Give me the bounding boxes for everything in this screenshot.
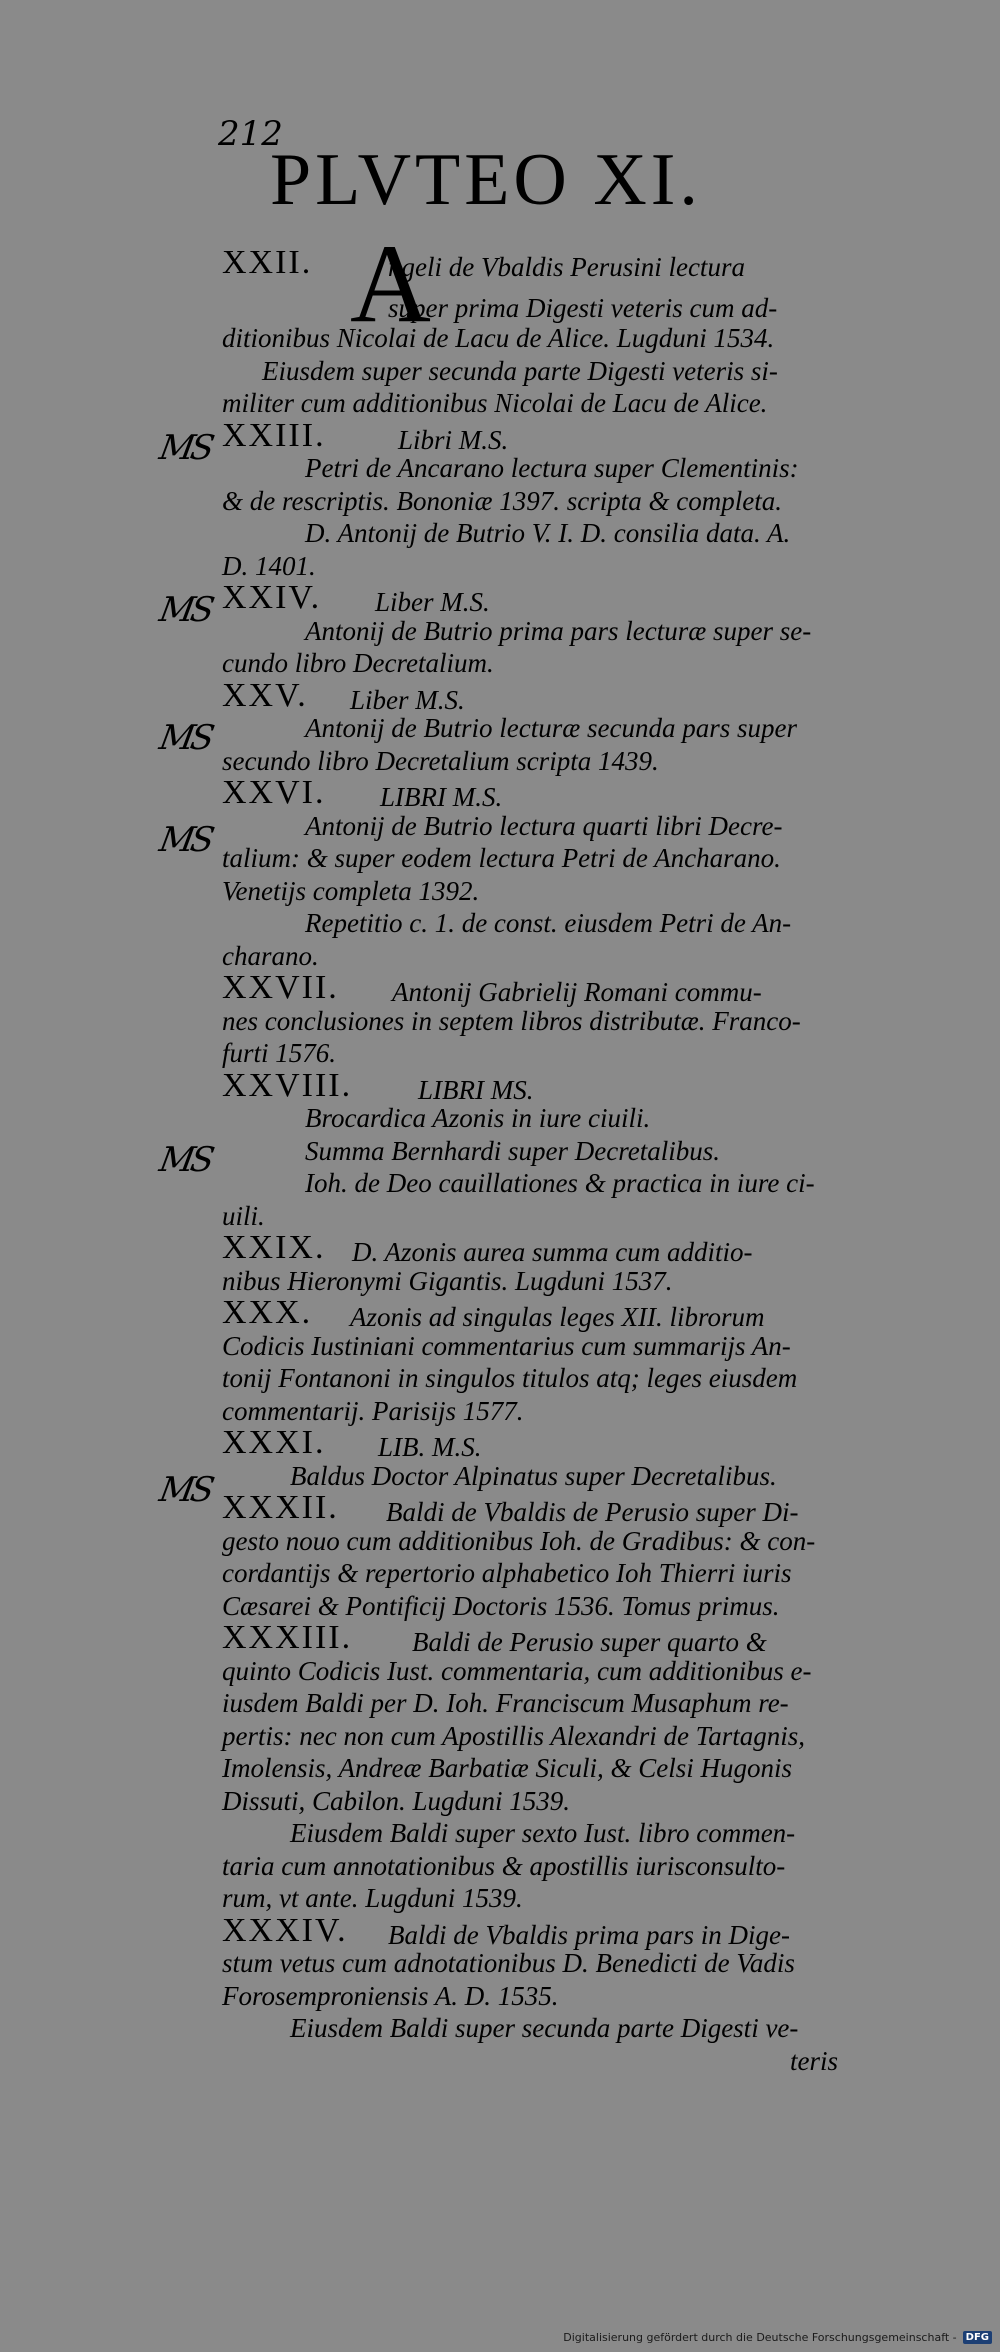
entry-text: iusdem Baldi per D. Ioh. Franciscum Musaphum re- <box>222 1688 789 1718</box>
entry-text: Summa Bernhardi super Decretalibus. <box>305 1136 720 1166</box>
entry-text: Antonij de Butrio lecturæ secunda pars super <box>305 713 797 743</box>
dfg-logo-icon: DFG <box>963 2331 992 2344</box>
entry-text: ditionibus Nicolai de Lacu de Alice. Lugduni 1534. <box>222 323 775 353</box>
drop-cap: A <box>350 222 431 346</box>
entry-text: LIBRI MS. <box>418 1075 534 1105</box>
entry-text: Baldi de Vbaldis prima pars in Dige- <box>388 1920 790 1950</box>
entry-text: Brocardica Azonis in iure ciuili. <box>305 1103 651 1133</box>
entry-text: D. Antonij de Butrio V. I. D. consilia data. A. <box>305 518 791 548</box>
entry-text: gesto nouo cum additionibus Ioh. de Gradibus: & con- <box>222 1526 816 1556</box>
entry-text: Eiusdem super secunda parte Digesti veteris si- <box>262 356 778 386</box>
entry-number: XXIX. <box>222 1229 326 1266</box>
entry-text: Baldus Doctor Alpinatus super Decretalibus. <box>290 1461 777 1491</box>
entry-text: Petri de Ancarano lectura super Clementinis: <box>305 453 799 483</box>
margin-mark: MS <box>156 1140 214 1180</box>
entry-text: Imolensis, Andreæ Barbatiæ Siculi, & Celsi Hugonis <box>222 1753 793 1783</box>
entry-text: Eiusdem Baldi super secunda parte Digesti ve- <box>290 2013 799 2043</box>
entry-text: secundo libro Decretalium scripta 1439. <box>222 746 659 776</box>
entry-text: quinto Codicis Iust. commentaria, cum additionibus e- <box>222 1656 812 1686</box>
entry-text: Codicis Iustiniani commentarius cum summarijs An- <box>222 1331 791 1361</box>
entry-text: nibus Hieronymi Gigantis. Lugduni 1537. <box>222 1266 673 1296</box>
page-number: 212 <box>218 114 283 154</box>
entry-number: XXVI. <box>222 774 326 811</box>
entry-number: XXXIV. <box>222 1912 348 1949</box>
entry-text: teris <box>790 2046 839 2076</box>
margin-mark: MS <box>156 428 214 468</box>
entry-number: XXIII. <box>222 417 326 454</box>
footer-credit: Digitalisierung gefördert durch die Deutsche Forschungsgemeinschaft - <box>563 2331 957 2344</box>
entry-text: charano. <box>222 941 319 971</box>
entry-text: nes conclusiones in septem libros distributæ. Franco- <box>222 1006 801 1036</box>
entry-text: Antonij de Butrio lectura quarti libri Decre- <box>305 811 783 841</box>
entry-text: stum vetus cum adnotationibus D. Benedicti de Vadis <box>222 1948 795 1978</box>
entry-text: Dissuti, Cabilon. Lugduni 1539. <box>222 1786 571 1816</box>
entry-number: XXXIII. <box>222 1619 353 1656</box>
entry-text: D. Azonis aurea summa cum additio- <box>352 1237 753 1267</box>
entry-text: furti 1576. <box>222 1038 337 1068</box>
entry-number: XXXI. <box>222 1424 326 1461</box>
margin-mark: MS <box>156 718 214 758</box>
entry-number: XXX. <box>222 1294 313 1331</box>
margin-mark: MS <box>156 820 214 860</box>
entry-text: tonij Fontanoni in singulos titulos atq; leges eiusdem <box>222 1363 798 1393</box>
entry-text: Liber M.S. <box>375 587 490 617</box>
entry-text: talium: & super eodem lectura Petri de Ancharano. <box>222 843 781 873</box>
entry-number: XXVII. <box>222 969 339 1006</box>
entry-text: Eiusdem Baldi super sexto Iust. libro commen- <box>290 1818 796 1848</box>
entry-text: militer cum additionibus Nicolai de Lacu de Alice. <box>222 388 768 418</box>
digitization-footer <box>563 2331 992 2344</box>
entry-text: cundo libro Decretalium. <box>222 648 494 678</box>
entry-text: Ioh. de Deo cauillationes & practica in iure ci- <box>305 1168 815 1198</box>
entry-text: LIB. M.S. <box>378 1432 482 1462</box>
entry-text: Libri M.S. <box>398 425 509 455</box>
entry-text: super prima Digesti veteris cum ad- <box>388 293 778 323</box>
entry-number: XXVIII. <box>222 1067 353 1104</box>
running-title: PLVTEO XI. <box>270 139 702 221</box>
entry-text: Antonij Gabrielij Romani commu- <box>392 977 762 1007</box>
entry-text: ngeli de Vbaldis Perusini lectura <box>388 252 745 282</box>
entry-text: commentarij. Parisijs 1577. <box>222 1396 524 1426</box>
entry-text: cordantijs & repertorio alphabetico Ioh Thierri iuris <box>222 1558 792 1588</box>
entry-text: Venetijs completa 1392. <box>222 876 480 906</box>
entry-text: uili. <box>222 1201 265 1231</box>
margin-mark: MS <box>156 590 214 630</box>
entry-number: XXIV. <box>222 579 322 616</box>
entry-text: LIBRI M.S. <box>380 782 503 812</box>
entry-text: & de rescriptis. Bononiæ 1397. scripta & completa. <box>222 486 782 516</box>
entry-text: Baldi de Perusio super quarto & <box>412 1627 767 1657</box>
entry-number: XXII. <box>222 244 313 281</box>
margin-mark: MS <box>156 1470 214 1510</box>
entry-number: XXXII. <box>222 1489 339 1526</box>
entry-text: Cæsarei & Pontificij Doctoris 1536. Tomus primus. <box>222 1591 780 1621</box>
entry-text: Azonis ad singulas leges XII. librorum <box>350 1302 765 1332</box>
entry-number: XXV. <box>222 677 308 714</box>
entry-text: Repetitio c. 1. de const. eiusdem Petri de An- <box>305 908 792 938</box>
entry-text: Liber M.S. <box>350 685 465 715</box>
entry-text: taria cum annotationibus & apostillis iurisconsulto- <box>222 1851 786 1881</box>
entry-text: Antonij de Butrio prima pars lecturæ super se- <box>305 616 812 646</box>
entry-text: pertis: nec non cum Apostillis Alexandri de Tartagnis, <box>222 1721 805 1751</box>
entry-text: Baldi de Vbaldis de Perusio super Di- <box>386 1497 799 1527</box>
entry-text: rum, vt ante. Lugduni 1539. <box>222 1883 523 1913</box>
entry-text: Forosemproniensis A. D. 1535. <box>222 1981 559 2011</box>
entry-text: D. 1401. <box>222 551 316 581</box>
